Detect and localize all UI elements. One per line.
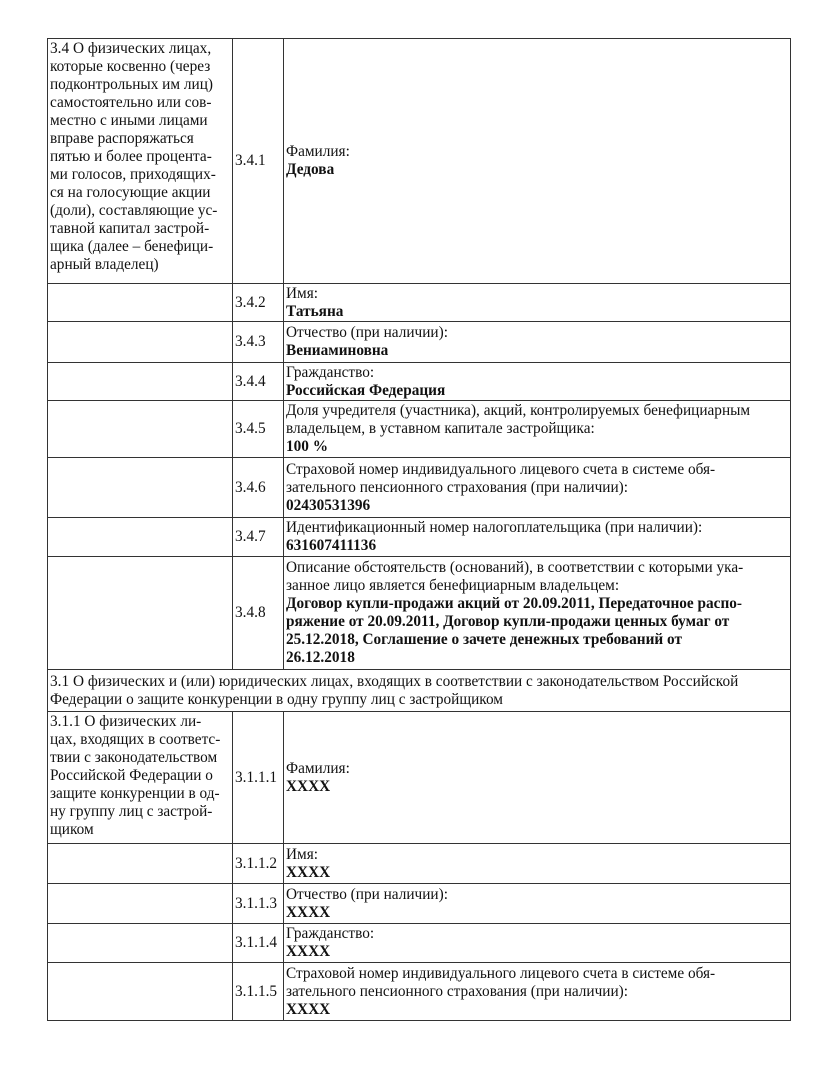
field-label: Фамилия: — [286, 143, 350, 160]
field-value: Договор купли-продажи акций от 20.09.2011, Передаточное распо- ряжение от 20.09.2011, Договор купли-продажи ценных бумаг от 25.12.2018, Соглашение о зачете денежных требований от 26.12.2018 — [286, 595, 743, 666]
field-value: 100 % — [286, 438, 329, 455]
section-description: 3.4 О физических лицах, которые косвенно (через подконтрольных им лиц) самостоятельно или сов- местно с иными лицами вправе распоряжаться пятью и более процента- ми голосов, приходящих- ся на голосующие акции (доли), составляющие ус- тавной капитал застрой- щика (далее – бенефици- арный владелец) — [48, 39, 233, 284]
item-content — [284, 844, 791, 884]
field-value: Вениаминовна — [286, 342, 389, 359]
field-value: XXXX — [286, 863, 331, 881]
section-description: 3.1.1 О физических ли- цах, входящих в соответс- твии с законодательством Российской Федерации о защите конкуренции в од- ну группу лиц с застрой- щиком — [48, 712, 233, 844]
field-label: Имя: — [286, 845, 319, 863]
table-row — [48, 712, 791, 844]
field-label: Идентификационный номер налогоплательщика (при наличии): — [286, 519, 703, 536]
section-description — [48, 884, 233, 924]
table-row — [48, 924, 791, 963]
item-content — [284, 518, 791, 557]
section-description — [48, 844, 233, 884]
section-description — [48, 401, 233, 458]
item-content — [284, 39, 791, 284]
item-content — [284, 557, 791, 670]
field-label: Отчество (при наличии): — [286, 324, 448, 341]
table-row — [48, 458, 791, 518]
item-number: 3.4.5 — [233, 401, 284, 458]
section-heading: 3.1 О физических и (или) юридических лицах, входящих в соответствии с законодательством Российской Федерации о защите конкуренции в одну группу лиц с застройщиком — [48, 670, 791, 712]
field-value: XXXX — [286, 777, 331, 795]
field-value: XXXX — [286, 903, 331, 921]
item-number: 3.1.1.5 — [233, 963, 284, 1021]
item-number: 3.4.7 — [233, 518, 284, 557]
table-row — [48, 518, 791, 557]
item-number: 3.1.1.2 — [233, 844, 284, 884]
item-number: 3.1.1.3 — [233, 884, 284, 924]
item-number: 3.4.8 — [233, 557, 284, 670]
section-description — [48, 963, 233, 1021]
field-label: Имя: — [286, 284, 319, 302]
field-value: XXXX — [286, 943, 331, 960]
section-description — [48, 284, 233, 322]
item-content — [284, 284, 791, 322]
section-description — [48, 518, 233, 557]
item-number: 3.4.3 — [233, 322, 284, 363]
table-row — [48, 322, 791, 363]
table-row — [48, 401, 791, 458]
item-number: 3.4.1 — [233, 39, 284, 284]
section-description — [48, 557, 233, 670]
table-row — [48, 363, 791, 401]
field-value: Дедова — [286, 161, 335, 178]
item-number: 3.4.6 — [233, 458, 284, 518]
item-content — [284, 884, 791, 924]
section-header-row — [48, 670, 791, 712]
item-number: 3.1.1.4 — [233, 924, 284, 963]
field-label: Гражданство: — [286, 363, 375, 381]
field-label: Фамилия: — [286, 759, 350, 777]
table-row — [48, 963, 791, 1021]
table-row — [48, 844, 791, 884]
section-description — [48, 458, 233, 518]
item-content — [284, 401, 791, 458]
field-label: Доля учредителя (участника), акций, контролируемых бенефициарным владельцем, в уставном капитале застройщика: — [286, 402, 751, 437]
item-content — [284, 924, 791, 963]
field-value: 02430531396 — [286, 496, 371, 514]
item-content — [284, 363, 791, 401]
item-content — [284, 712, 791, 844]
table-row — [48, 884, 791, 924]
beneficiary-table — [47, 38, 791, 1021]
section-description — [48, 924, 233, 963]
item-number: 3.1.1.1 — [233, 712, 284, 844]
field-value: Татьяна — [286, 302, 344, 320]
field-value: Российская Федерация — [286, 381, 446, 399]
table-row — [48, 557, 791, 670]
field-label: Страховой номер индивидуального лицевого счета в системе обя- зательного пенсионного страхования (при наличии): — [286, 964, 716, 1000]
item-content — [284, 963, 791, 1021]
item-number: 3.4.4 — [233, 363, 284, 401]
field-label: Гражданство: — [286, 925, 375, 942]
section-description — [48, 322, 233, 363]
field-label: Описание обстоятельств (оснований), в соответствии с которыми ука- занное лицо является бенефициарным владельцем: — [286, 559, 744, 594]
table-row — [48, 284, 791, 322]
field-value: 631607411136 — [286, 537, 377, 554]
field-label: Страховой номер индивидуального лицевого счета в системе обя- зательного пенсионного страхования (при наличии): — [286, 460, 716, 496]
field-value: XXXX — [286, 1000, 331, 1018]
item-content — [284, 322, 791, 363]
table-row — [48, 39, 791, 284]
item-content — [284, 458, 791, 518]
field-label: Отчество (при наличии): — [286, 885, 448, 903]
item-number: 3.4.2 — [233, 284, 284, 322]
section-description — [48, 363, 233, 401]
